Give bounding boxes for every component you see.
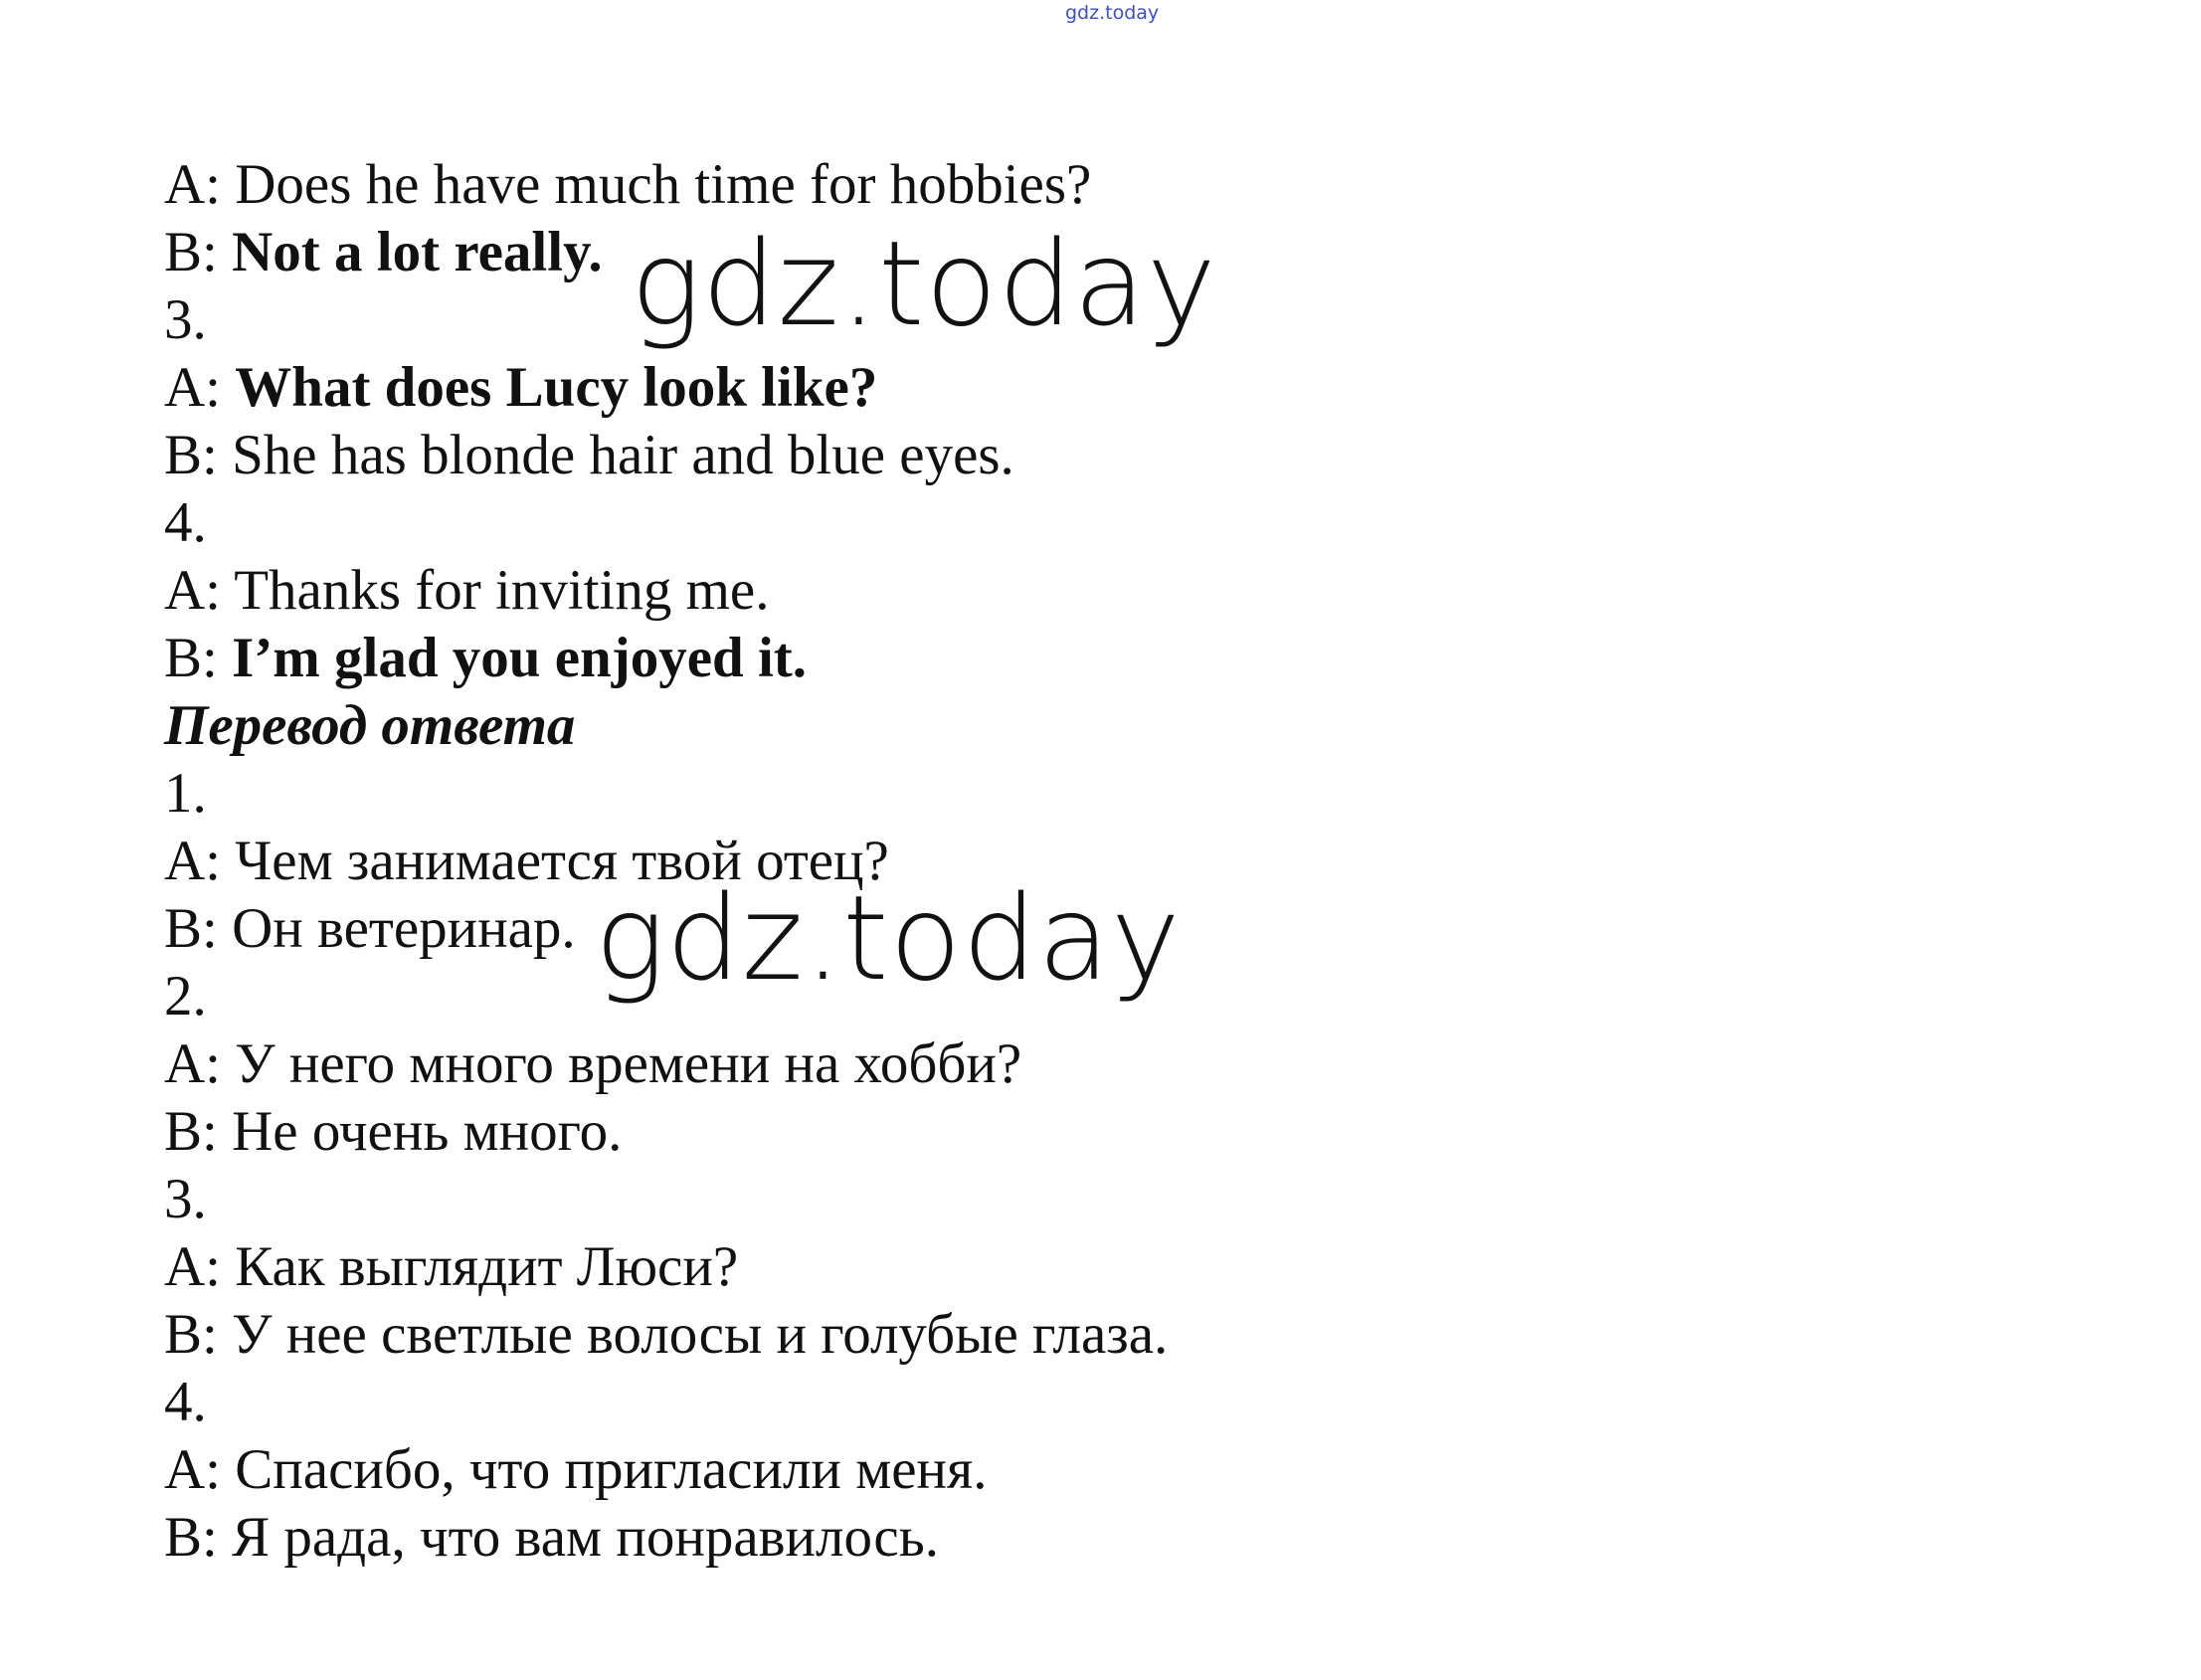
dialogue-line [164, 354, 1755, 422]
item-number: 1. [164, 762, 207, 825]
dialogue-line [164, 1233, 1755, 1301]
speaker-label: A: [164, 830, 221, 892]
line-text: Не очень много. [232, 1100, 623, 1163]
speaker-label: B: [164, 1100, 218, 1163]
watermark: gdz.today [595, 869, 1182, 1007]
line-text: У него много времени на хобби? [235, 1032, 1022, 1095]
watermark: gdz.today [631, 215, 1217, 352]
line-text: Thanks for inviting me. [234, 559, 770, 622]
speaker-label: B: [164, 221, 218, 283]
speaker-label: B: [164, 424, 218, 486]
item-number: 3. [164, 1168, 207, 1230]
speaker-label: A: [164, 559, 221, 622]
dialogue-line [164, 1030, 1755, 1098]
item-number: 2. [164, 965, 207, 1027]
line-text: У нее светлые волосы и голубые глаза. [232, 1303, 1169, 1366]
document-body [164, 151, 1755, 1572]
speaker-label: B: [164, 627, 218, 689]
answer-text: I’m glad you enjoyed it. [232, 627, 808, 689]
dialogue-line [164, 422, 1755, 489]
dialogue-line [164, 151, 1755, 219]
dialogue-line [164, 1504, 1755, 1572]
line-text: Чем занимается твой отец? [235, 830, 889, 892]
section-heading: Перевод ответа [164, 694, 576, 757]
speaker-label: B: [164, 1506, 218, 1569]
line-text: Он ветеринар. [232, 897, 576, 960]
line-text: Does he have much time for hobbies? [235, 153, 1092, 216]
item-number: 3. [164, 288, 207, 351]
speaker-label: B: [164, 897, 218, 960]
item-number: 4. [164, 491, 207, 554]
line-text: Я рада, что вам понравилось. [232, 1506, 939, 1569]
line-text: Спасибо, что пригласили меня. [235, 1438, 988, 1501]
dialogue-line [164, 557, 1755, 625]
dialogue-line [164, 625, 1755, 692]
dialogue-line [164, 1301, 1755, 1369]
dialogue-line [164, 1098, 1755, 1166]
line-text: She has blonde hair and blue eyes. [232, 424, 1014, 486]
dialogue-line [164, 1436, 1755, 1504]
speaker-label: A: [164, 356, 221, 419]
speaker-label: A: [164, 1032, 221, 1095]
speaker-label: B: [164, 1303, 218, 1366]
line-text: Как выглядит Люси? [235, 1235, 739, 1298]
speaker-label: A: [164, 1235, 221, 1298]
header-watermark: gdz.today [1065, 2, 1160, 24]
speaker-label: A: [164, 1438, 221, 1501]
item-number: 4. [164, 1371, 207, 1433]
answer-text: What does Lucy look like? [235, 356, 878, 419]
speaker-label: A: [164, 153, 221, 216]
answer-text: Not a lot really. [232, 221, 603, 283]
